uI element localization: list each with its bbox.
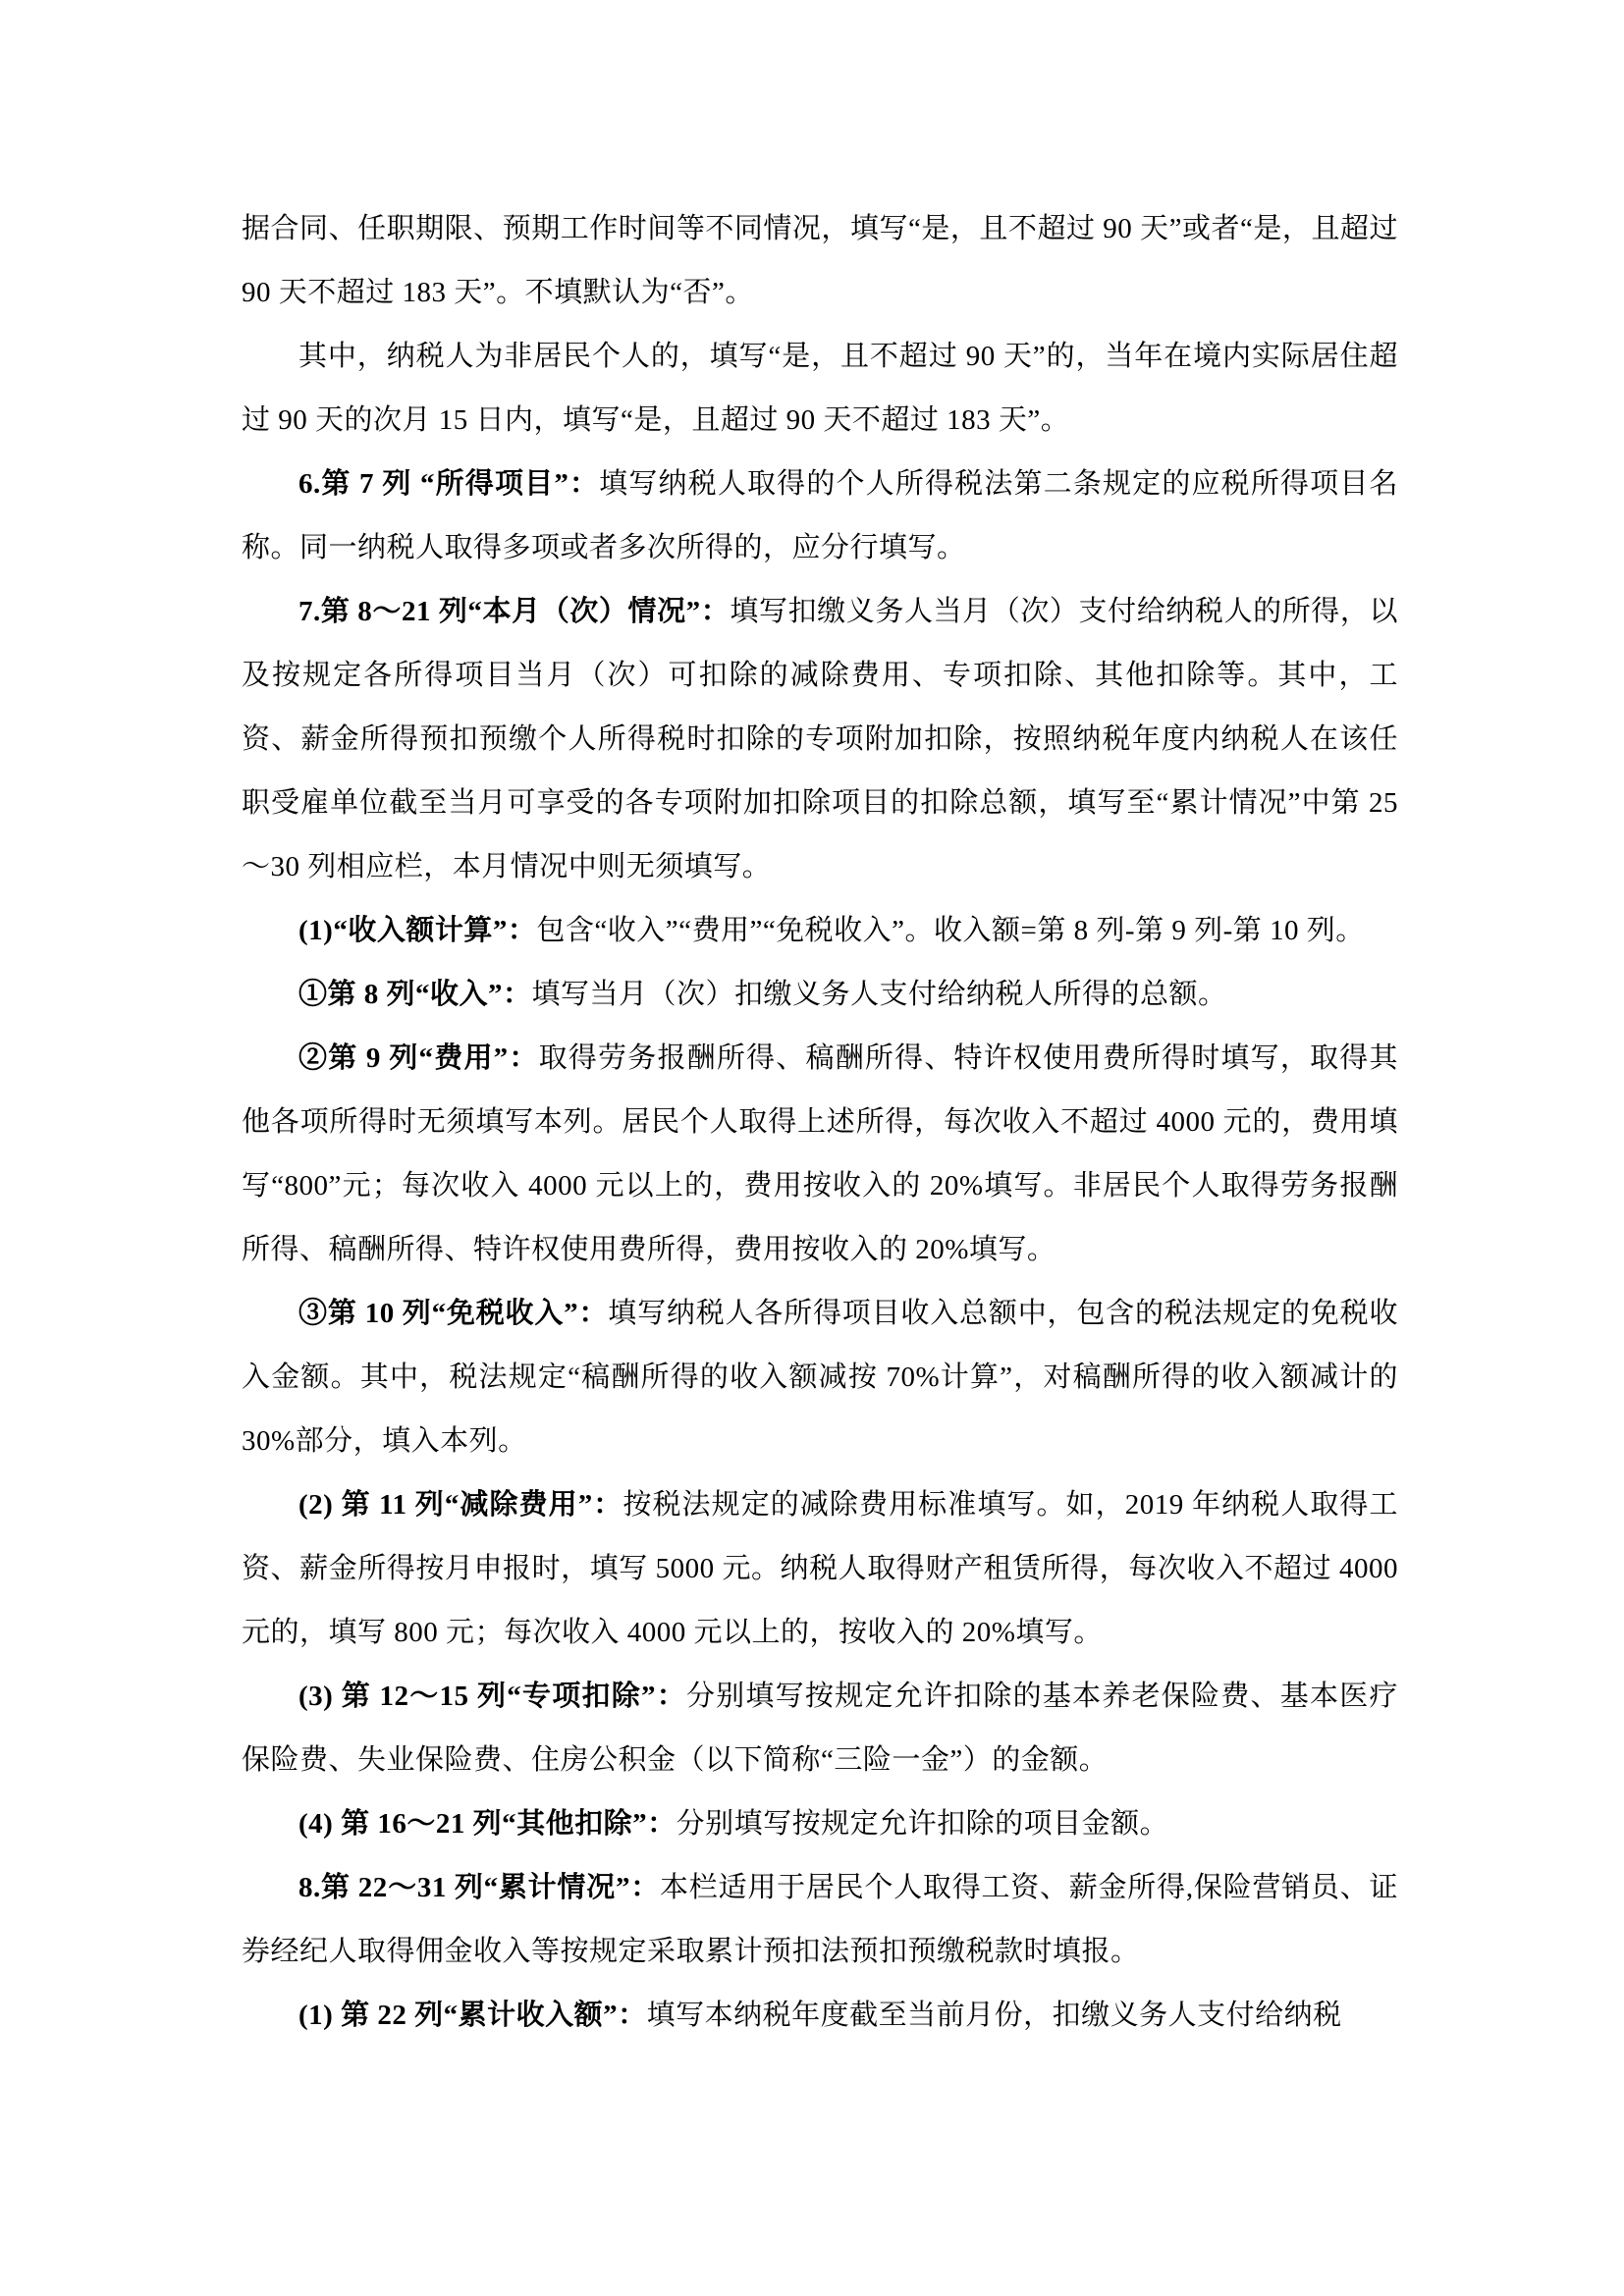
paragraph-lead: (1) 第 22 列“累计收入额”： xyxy=(298,2000,647,2031)
paragraph-text: 填写本纳税年度截至当前月份，扣缴义务人支付给纳税 xyxy=(646,2000,1342,2031)
paragraph xyxy=(242,963,1398,1027)
paragraph-text: 据合同、任职期限、预期工作时间等不同情况，填写“是，且不超过 90 天”或者“是，且超过 90 天不超过 183 天”。不填默认为“否”。 xyxy=(242,213,1398,308)
paragraph-lead: 6.第 7 列 “所得项目”： xyxy=(298,468,600,500)
paragraph xyxy=(242,1027,1398,1282)
paragraph-text: 包含“收入”“费用”“免税收入”。收入额=第 8 列-第 9 列-第 10 列。 xyxy=(536,915,1365,946)
paragraph-text: 填写纳税人取得的个人所得税法第二条规定的应税所得项目名称。同一纳税人取得多项或者多次所得的，应分行填写。 xyxy=(242,468,1398,563)
paragraph xyxy=(242,899,1398,963)
paragraph-lead: (1)“收入额计算”： xyxy=(298,915,537,946)
paragraph-text: 填写当月（次）扣缴义务人支付给纳税人所得的总额。 xyxy=(531,979,1227,1010)
paragraph-text: 其中，纳税人为非居民个人的，填写“是，且不超过 90 天”的，当年在境内实际居住超过 90 天的次月 15 日内，填写“是，且超过 90 天不超过 183 天”。 xyxy=(242,341,1398,436)
paragraph-text: 填写扣缴义务人当月（次）支付给纳税人的所得，以及按规定各所得项目当月（次）可扣除的减除费用、专项扣除、其他扣除等。其中，工资、薪金所得预扣预缴个人所得税时扣除的专项附加扣除，按照纳税年度内纳税人在该任职受雇单位截至当月可享受的各专项附加扣除项目的扣除总额，填写至“累计情况”中第 25～30 列相应栏，本月情况中则无须填写。 xyxy=(242,596,1398,882)
paragraph-text: 填写纳税人各所得项目收入总额中，包含的税法规定的免税收入金额。其中，税法规定“稿酬所得的收入额减按 70%计算”，对稿酬所得的收入额减计的 30%部分，填入本列。 xyxy=(242,1298,1398,1457)
paragraph-text: 分别填写按规定允许扣除的基本养老保险费、基本医疗保险费、失业保险费、住房公积金（以下简称“三险一金”）的金额。 xyxy=(242,1681,1398,1776)
paragraph-text: 本栏适用于居民个人取得工资、薪金所得,保险营销员、证券经纪人取得佣金收入等按规定采取累计预扣法预扣预缴税款时填报。 xyxy=(242,1872,1398,1967)
paragraph xyxy=(242,197,1398,325)
paragraph xyxy=(242,1856,1398,1984)
paragraph-lead: (4) 第 16～21 列“其他扣除”： xyxy=(298,1808,677,1840)
paragraph xyxy=(242,1792,1398,1856)
paragraph-lead: ①第 8 列“收入”： xyxy=(298,979,532,1010)
paragraph-lead: (2) 第 11 列“减除费用”： xyxy=(298,1489,623,1521)
paragraph-text: 取得劳务报酬所得、稿酬所得、特许权使用费所得时填写，取得其他各项所得时无须填写本列。居民个人取得上述所得，每次收入不超过 4000 元的，费用填写“800”元；每次收入 4000 元以上的，费用按收入的 20%填写。非居民个人取得劳务报酬所得、稿酬所得、特许权使用费所得，费用按收入的 20%填写。 xyxy=(242,1042,1398,1265)
document-body xyxy=(242,197,1398,2048)
paragraph-text: 分别填写按规定允许扣除的项目金额。 xyxy=(676,1808,1169,1840)
paragraph xyxy=(242,1984,1398,2048)
paragraph xyxy=(242,1665,1398,1792)
paragraph-text: 按税法规定的减除费用标准填写。如，2019 年纳税人取得工资、薪金所得按月申报时，填写 5000 元。纳税人取得财产租赁所得，每次收入不超过 4000 元的，填写 800 元；每次收入 4000 元以上的，按收入的 20%填写。 xyxy=(242,1489,1398,1648)
paragraph xyxy=(242,580,1398,899)
paragraph-lead: 8.第 22～31 列“累计情况”： xyxy=(298,1872,661,1903)
paragraph-lead: (3) 第 12～15 列“专项扣除”： xyxy=(298,1681,686,1712)
paragraph xyxy=(242,1282,1398,1473)
paragraph-lead: ②第 9 列“费用”： xyxy=(298,1042,539,1074)
paragraph xyxy=(242,325,1398,453)
paragraph-lead: ③第 10 列“免税收入”： xyxy=(298,1298,609,1329)
paragraph xyxy=(242,453,1398,580)
paragraph-lead: 7.第 8～21 列“本月（次）情况”： xyxy=(298,596,731,627)
paragraph xyxy=(242,1473,1398,1665)
